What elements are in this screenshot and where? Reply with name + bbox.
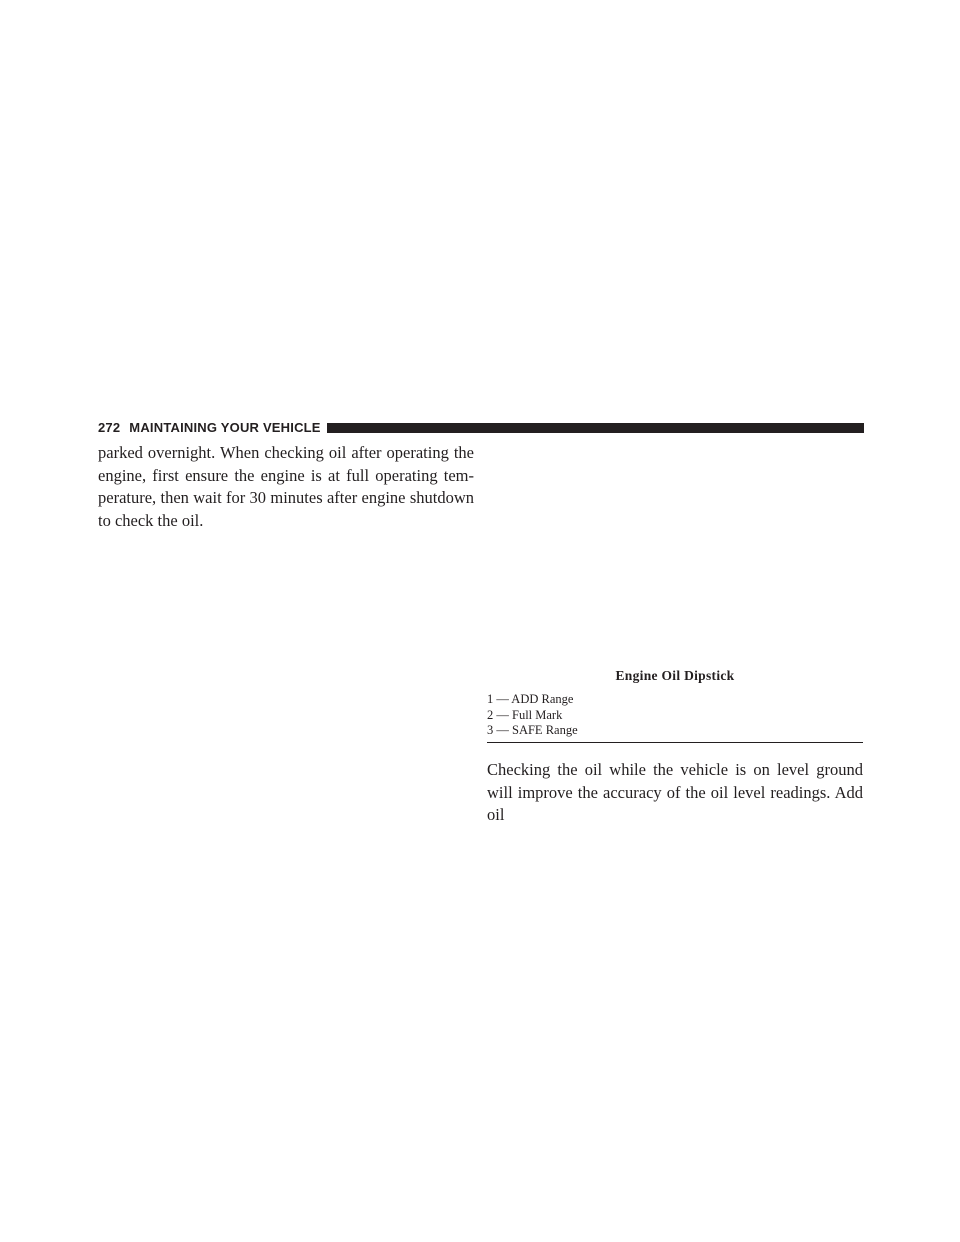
legend-item-1: 1 — ADD Range (487, 692, 574, 706)
figure-legend (487, 692, 863, 743)
page-number: 272 (98, 420, 121, 435)
page-header (98, 418, 864, 438)
legend-item-3: 3 — SAFE Range (487, 723, 578, 737)
header-rule (327, 423, 864, 433)
figure-caption: Engine Oil Dipstick (615, 668, 735, 683)
legend-item-2: 2 — Full Mark (487, 707, 563, 722)
body-paragraph-right: Checking the oil while the vehicle is on level ground will improve the accuracy of the oil level readings. Add oil (487, 760, 863, 824)
section-title: MAINTAINING YOUR VEHICLE (129, 420, 321, 435)
body-paragraph-left: parked overnight. When checking oil after operating the engine, first ensure the engine is at full operating tem-perature, then wait for 30 minutes after engine shutdown to check the oil. (98, 443, 474, 530)
